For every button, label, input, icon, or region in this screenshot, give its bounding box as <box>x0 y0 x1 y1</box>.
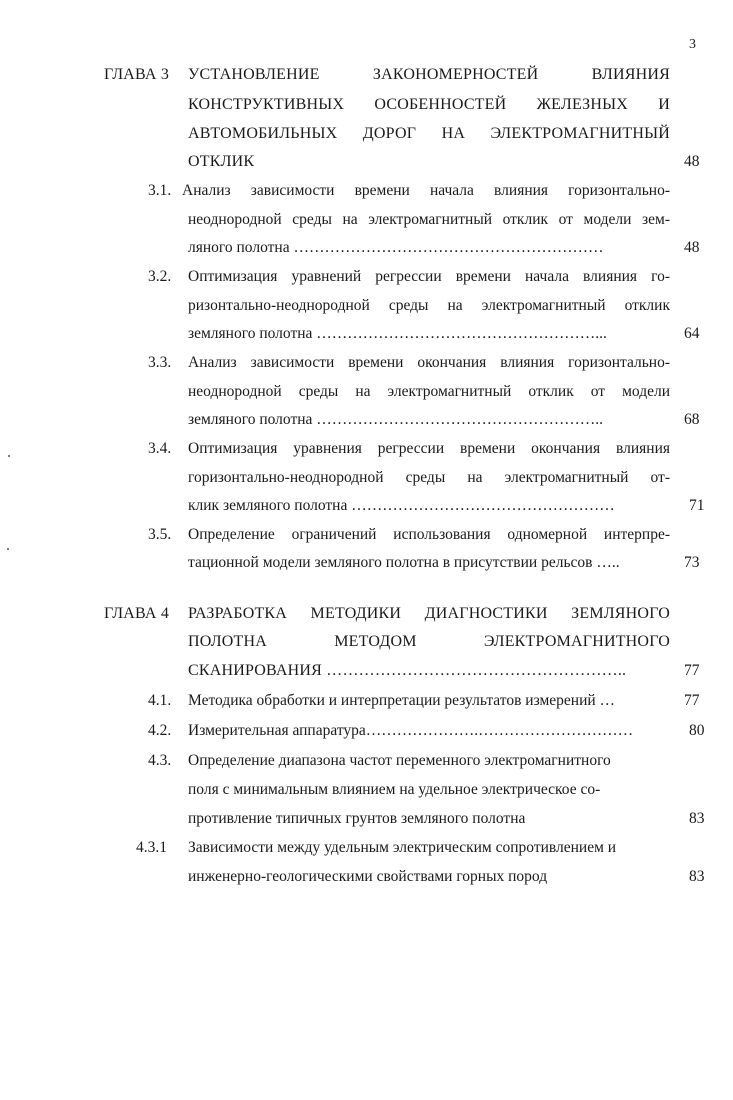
chapter-title-line: УСТАНОВЛЕНИЕ ЗАКОНОМЕРНОСТЕЙ ВЛИЯНИЯ <box>188 66 670 83</box>
section-number: 3.1. <box>148 182 172 199</box>
chapter-page-number: 77 <box>684 662 700 679</box>
section-number: 4.3. <box>148 752 172 769</box>
section-text-line: Оптимизация уравнений регрессии времени начала влияния го- <box>188 268 670 285</box>
section-page-number: 71 <box>689 497 705 514</box>
scan-speck <box>7 548 9 550</box>
scan-speck <box>8 455 10 457</box>
section-text-line: Определение диапазона частот переменного электромагнитного <box>188 752 611 769</box>
section-page-number: 77 <box>684 692 700 709</box>
section-text-line: Оптимизация уравнения регрессии времени окончания влияния <box>188 440 670 457</box>
chapter-page-number: 48 <box>684 153 700 170</box>
section-text-line: Зависимости между удельным электрическим сопротивлением и <box>188 839 617 856</box>
section-text-line: земляного полотна ………………………………………………... <box>188 325 607 342</box>
section-text-line: Анализ зависимости времени окончания влияния горизонтально- <box>188 354 670 371</box>
section-text-line: Анализ зависимости времени начала влияния горизонтально- <box>182 182 670 199</box>
section-text-line: Определение ограничений использования одномерной интерпре- <box>188 526 670 543</box>
section-text-line: неоднородной среды на электромагнитный отклик от модели <box>188 383 670 400</box>
section-page-number: 64 <box>684 325 700 342</box>
page-number: 3 <box>689 37 696 52</box>
section-text-line: неоднородной среды на электромагнитный отклик от модели зем- <box>188 211 670 228</box>
section-number: 4.3.1 <box>136 839 167 856</box>
section-text-line: тационной модели земляного полотна в присутствии рельсов ….. <box>188 554 620 571</box>
section-page-number: 83 <box>689 868 705 885</box>
section-page-number: 48 <box>684 239 700 256</box>
section-number: 3.4. <box>148 440 172 457</box>
section-page-number: 80 <box>689 722 705 739</box>
section-text-line: инженерно-геологическими свойствами горных пород <box>188 868 548 885</box>
section-text-line: клик земляного полотна …………………………………………… <box>188 497 615 514</box>
section-page-number: 83 <box>689 810 705 827</box>
chapter-title-line: РАЗРАБОТКА МЕТОДИКИ ДИАГНОСТИКИ ЗЕМЛЯНОГО <box>188 605 670 622</box>
chapter-title-line: АВТОМОБИЛЬНЫХ ДОРОГ НА ЭЛЕКТРОМАГНИТНЫЙ <box>188 125 670 142</box>
section-number: 3.3. <box>148 354 172 371</box>
chapter-title-line: КОНСТРУКТИВНЫХ ОСОБЕННОСТЕЙ ЖЕЛЕЗНЫХ И <box>188 96 670 113</box>
section-number: 4.2. <box>148 722 172 739</box>
section-text-line: ризонтально-неоднородной среды на электромагнитный отклик <box>188 297 670 314</box>
section-text-line: Методика обработки и интерпретации результатов измерений … <box>188 692 616 709</box>
section-text-line: горизонтально-неоднородной среды на электромагнитный от- <box>188 469 670 486</box>
section-number: 3.2. <box>148 268 172 285</box>
chapter-label: ГЛАВА 4 <box>104 605 170 622</box>
section-page-number: 68 <box>684 411 700 428</box>
chapter-title-line: ОТКЛИК <box>188 153 255 170</box>
chapter-title-line: ПОЛОТНА МЕТОДОМ ЭЛЕКТРОМАГНИТНОГО <box>188 633 670 650</box>
section-text-line: земляного полотна ……………………………………………….. <box>188 411 604 428</box>
section-text-line: ляного полотна …………………………………………………… <box>188 239 604 256</box>
section-text-line: противление типичных грунтов земляного полотна <box>188 810 526 827</box>
section-text-line: Измерительная аппаратура………………….………………………… <box>188 722 634 739</box>
section-page-number: 73 <box>684 554 700 571</box>
section-number: 3.5. <box>148 526 172 543</box>
chapter-title-line: СКАНИРОВАНИЯ ……………………………………………….. <box>188 662 627 679</box>
chapter-label: ГЛАВА 3 <box>104 66 170 83</box>
section-number: 4.1. <box>148 692 172 709</box>
section-text-line: поля с минимальным влиянием на удельное электрическое со- <box>188 781 601 798</box>
